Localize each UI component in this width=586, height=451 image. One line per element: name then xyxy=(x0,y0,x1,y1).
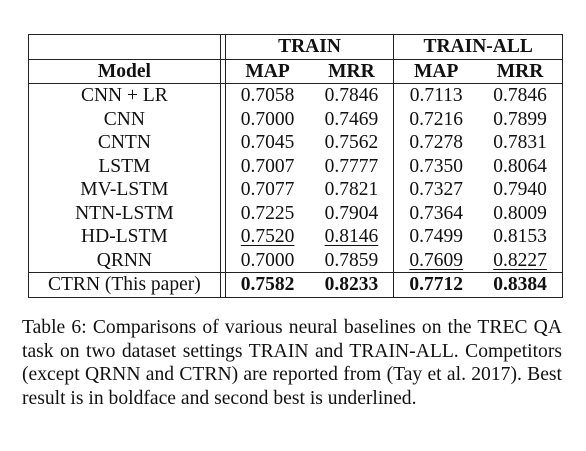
model-name-cell: MV-LSTM xyxy=(80,179,169,201)
model-column-header: Model xyxy=(29,59,221,84)
score-cell: 0.7899 xyxy=(493,108,547,130)
score-cell: 0.8153 xyxy=(493,226,547,248)
score-cell: 0.7364 xyxy=(394,202,478,226)
group-header-train-all: TRAIN-ALL xyxy=(394,35,563,60)
table-caption: Table 6: Comparisons of various neural baselines on the TREC QA task on two dataset settings TRAIN and TRAIN-ALL. Competitors (except QRNN and CTRN) are reported from (Tay et al. 2017). Best result is in boldface and second best is underlined. xyxy=(22,317,562,409)
score-cell: 0.7846 xyxy=(493,85,547,107)
table-body xyxy=(29,84,563,298)
score-cell: 0.7940 xyxy=(493,179,547,201)
score-cell: 0.7904 xyxy=(324,202,379,224)
score-cell: 0.7000 xyxy=(240,249,295,271)
score-cell: 0.7821 xyxy=(324,179,379,201)
score-cell: 0.7350 xyxy=(394,155,478,179)
score-cell: 0.7777 xyxy=(324,155,379,177)
score-cell: 0.7007 xyxy=(240,155,295,177)
model-name-cell: NTN-LSTM xyxy=(75,202,174,224)
results-table xyxy=(28,34,563,298)
score-cell: 0.7469 xyxy=(324,108,379,130)
table-row xyxy=(29,155,563,179)
score-cell: 0.7831 xyxy=(493,132,547,154)
score-cell: 0.7846 xyxy=(324,85,379,107)
results-table-container xyxy=(28,34,563,298)
score-cell: 0.7859 xyxy=(324,249,379,271)
score-cell: 0.7058 xyxy=(240,85,295,107)
metric-header: MAP xyxy=(394,59,478,84)
metric-header: MAP xyxy=(225,59,309,84)
score-cell: 0.7499 xyxy=(394,225,478,249)
model-name-cell: LSTM xyxy=(98,155,151,177)
score-cell: 0.8384 xyxy=(478,273,562,298)
table-row xyxy=(29,84,563,108)
table-metric-header-row xyxy=(29,59,563,84)
score-cell: 0.8064 xyxy=(493,155,547,177)
score-cell: 0.7077 xyxy=(240,179,295,201)
table-row xyxy=(29,108,563,132)
table-group-header-row xyxy=(29,35,563,60)
score-cell: 0.7562 xyxy=(324,132,379,154)
score-cell: 0.7327 xyxy=(394,178,478,202)
metric-header: MRR xyxy=(310,59,394,84)
table-row xyxy=(29,249,563,273)
model-name-cell: QRNN xyxy=(96,249,152,271)
table-row xyxy=(29,202,563,226)
score-cell: 0.7278 xyxy=(394,131,478,155)
model-name-cell: CTRN (This paper) xyxy=(29,273,221,298)
score-cell: 0.8233 xyxy=(310,273,394,298)
model-name-cell: HD-LSTM xyxy=(81,226,168,248)
table-row xyxy=(29,178,563,202)
score-cell: 0.8146 xyxy=(324,226,379,248)
score-cell: 0.7582 xyxy=(225,273,309,298)
score-cell: 0.8009 xyxy=(493,202,547,224)
score-cell: 0.7225 xyxy=(240,202,295,224)
metric-header: MRR xyxy=(478,59,562,84)
score-cell: 0.7520 xyxy=(240,226,295,248)
table-row xyxy=(29,273,563,298)
group-header-train: TRAIN xyxy=(225,35,394,60)
score-cell: 0.7712 xyxy=(394,273,478,298)
table-row xyxy=(29,225,563,249)
table-row xyxy=(29,131,563,155)
model-name-cell: CNN xyxy=(103,108,145,130)
score-cell: 0.7045 xyxy=(240,132,295,154)
empty-header-cell xyxy=(29,35,221,60)
model-name-cell: CNTN xyxy=(97,132,151,154)
score-cell: 0.7113 xyxy=(394,84,478,108)
score-cell: 0.7216 xyxy=(394,108,478,132)
score-cell: 0.7609 xyxy=(394,249,478,273)
score-cell: 0.8227 xyxy=(493,249,547,271)
score-cell: 0.7000 xyxy=(240,108,295,130)
model-name-cell: CNN + LR xyxy=(80,85,168,107)
